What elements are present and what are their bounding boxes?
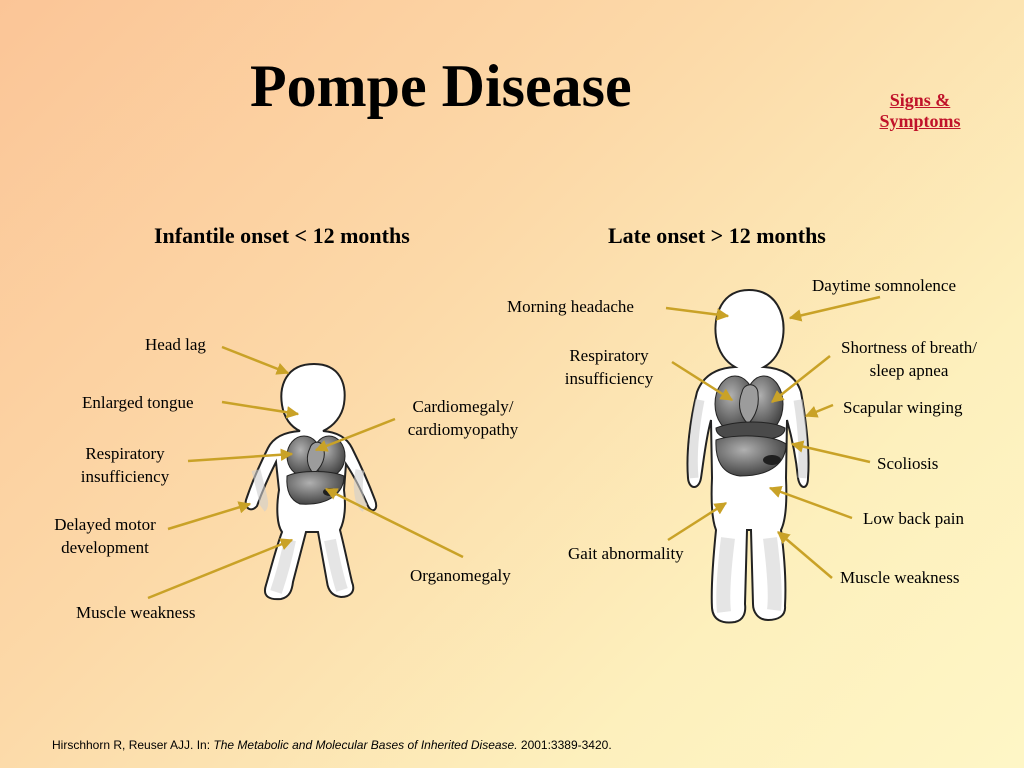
signs-symptoms-link[interactable]: Signs & Symptoms xyxy=(879,90,961,131)
label-head-lag: Head lag xyxy=(145,335,206,354)
infant-figure xyxy=(246,364,377,599)
label-enlarged-tongue: Enlarged tongue xyxy=(82,393,194,412)
label-scapular-winging: Scapular winging xyxy=(843,398,963,417)
arrow-daytime-somnolence xyxy=(790,297,880,318)
arrow-muscle-weakness-late xyxy=(778,532,832,578)
arrow-organomegaly xyxy=(326,489,463,557)
label-gait-abnormality: Gait abnormality xyxy=(568,544,684,563)
citation-book: The Metabolic and Molecular Bases of Inherited Disease. xyxy=(213,738,518,752)
label-shortness-of-breath: Shortness of breath/ sleep apnea xyxy=(841,338,977,380)
arrow-delayed-motor xyxy=(168,504,250,529)
label-low-back-pain: Low back pain xyxy=(863,509,965,528)
label-cardiomegaly: Cardiomegaly/ cardiomyopathy xyxy=(407,397,519,439)
citation xyxy=(52,738,612,752)
label-respiratory-insufficiency: Respiratory insufficiency xyxy=(80,444,170,486)
child-figure xyxy=(687,290,808,622)
arrow-head-lag xyxy=(222,347,288,373)
arrow-scapular-winging xyxy=(806,405,833,416)
label-muscle-weakness-late: Muscle weakness xyxy=(840,568,960,587)
infantile-onset-heading: Infantile onset < 12 months xyxy=(154,223,410,248)
label-morning-headache: Morning headache xyxy=(507,297,634,316)
label-delayed-motor-development: Delayed motor development xyxy=(54,515,156,557)
label-organomegaly: Organomegaly xyxy=(410,566,511,585)
slide-title: Pompe Disease xyxy=(250,53,632,119)
citation-authors: Hirschhorn R, Reuser AJJ. In: xyxy=(52,738,214,752)
citation-details: 2001:3389-3420. xyxy=(517,738,612,752)
label-scoliosis: Scoliosis xyxy=(877,454,939,473)
late-onset-heading: Late onset > 12 months xyxy=(608,223,826,248)
label-muscle-weakness-infantile: Muscle weakness xyxy=(76,603,196,622)
label-respiratory-insufficiency-late: Respiratory insufficiency xyxy=(564,346,654,388)
label-daytime-somnolence: Daytime somnolence xyxy=(812,276,956,295)
